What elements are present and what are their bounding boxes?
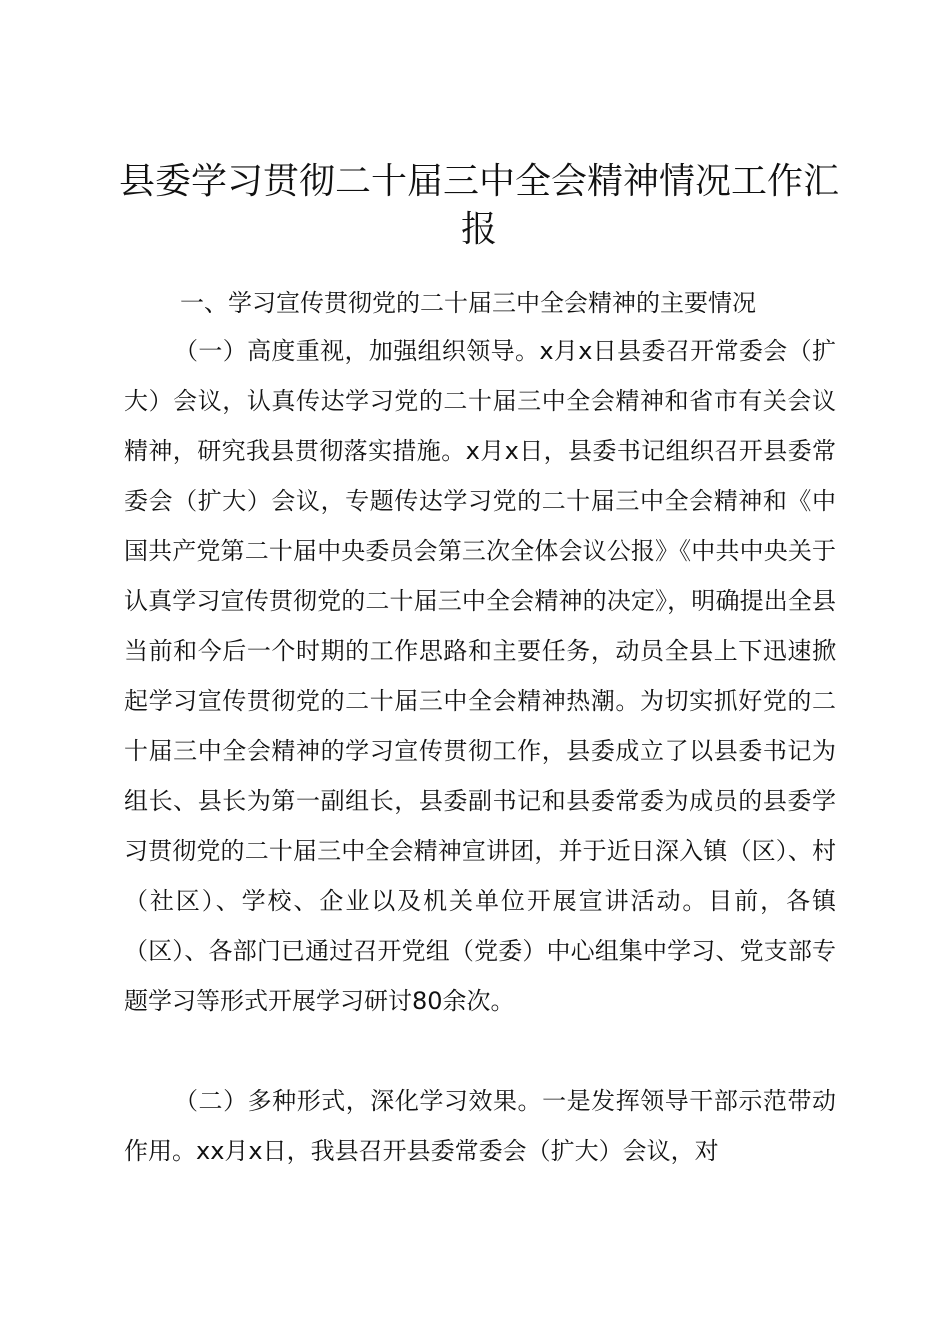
- document-title: 县委学习贯彻二十届三中全会精神情况工作汇报: [118, 161, 839, 250]
- section-heading: 一、学习宣传贯彻党的二十届三中全会精神的主要情况: [180, 289, 756, 317]
- paragraph-1: （一）高度重视，加强组织领导。x月x日县委召开常委会（扩大）会议，认真传达学习党的二十届三中全会精神和省市有关会议精神，研究我县贯彻落实措施。x月x日，县委书记组织召开县委常委会（扩大）会议，专题传达学习党的二十届三中全会精神和《中国共产党第二十届中央委员会第三次全体会议公报》《中共中央关于认真学习宣传贯彻党的二十届三中全会精神的决定》，明确提出全县当前和今后一个时期的工作思路和主要任务，动员全县上下迅速掀起学习宣传贯彻党的二十届三中全会精神热潮。为切实抓好党的二十届三中全会精神的学习宣传贯彻工作，县委成立了以县委书记为组长、县长为第一副组长，县委副书记和县委常委为成员的县委学习贯彻党的二十届三中全会精神宣讲团，并于近日深入镇（区）、村（社区）、学校、企业以及机关单位开展宣讲活动。目前，各镇（区）、各部门已通过召开党组（党委）中心组集中学习、党支部专题学习等形式开展学习研讨80余次。: [124, 337, 836, 1015]
- paragraph-2: （二）多种形式，深化学习效果。一是发挥领导干部示范带动作用。xx月x日，我县召开县委常委会（扩大）会议，对: [124, 1087, 836, 1165]
